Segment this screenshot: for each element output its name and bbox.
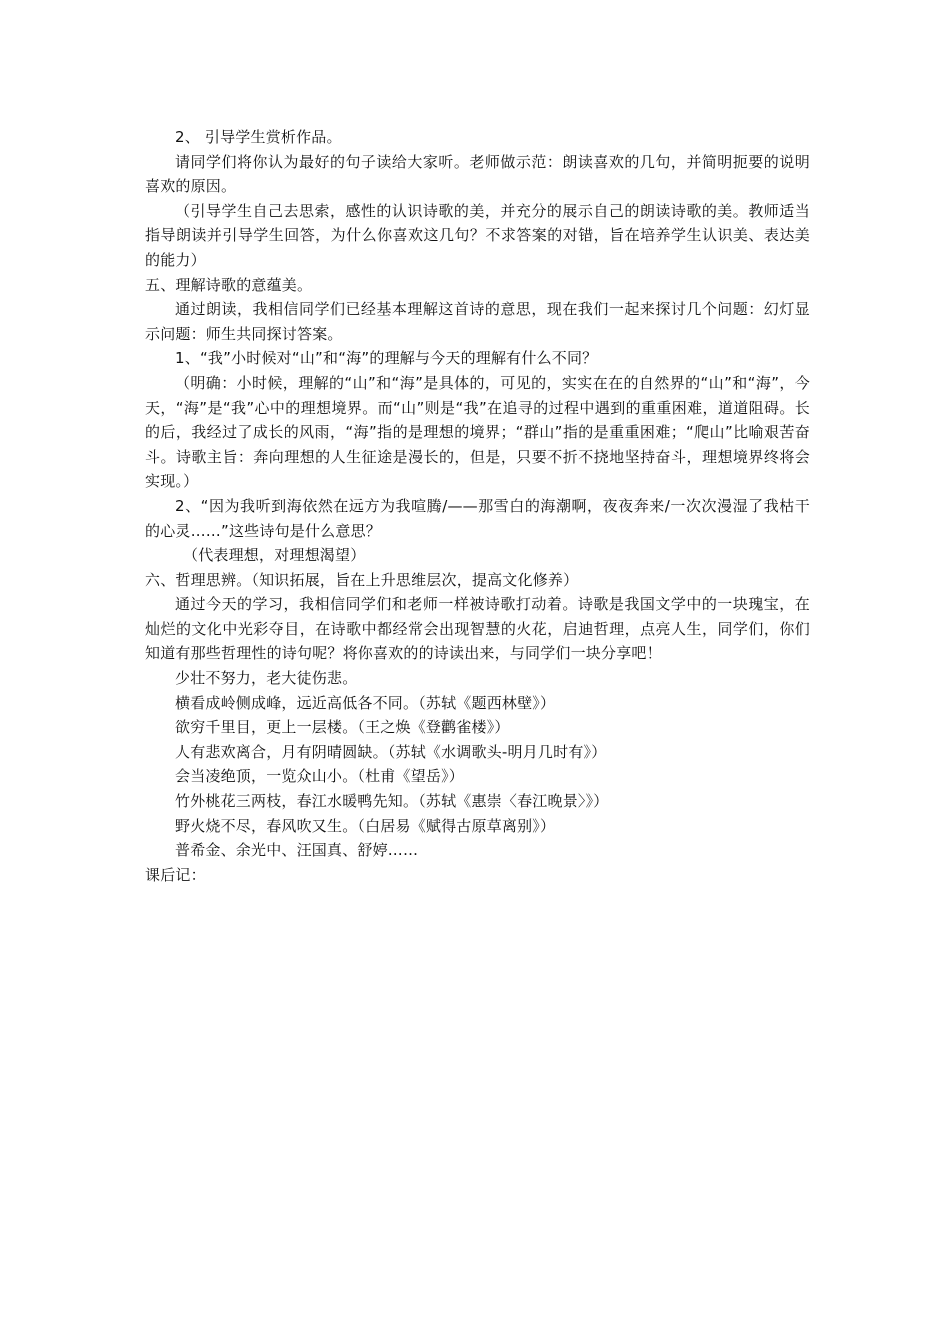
- poem-line: 野火烧不尽，春风吹又生。（白居易《赋得古原草离别》）: [175, 816, 556, 835]
- poem-line: 少壮不努力，老大徒伤悲。: [175, 669, 358, 688]
- paragraph-read-aloud: 请同学们将你认为最好的句子读给大家听。老师做示范：朗读喜欢的几句，并简明扼要的说明喜欢的原因。: [145, 152, 810, 196]
- poem-line: 会当凌绝顶，一览众山小。（杜甫《望岳》）: [175, 767, 465, 786]
- section-heading-five: 五、理解诗歌的意蕴美。: [145, 275, 313, 294]
- after-class-note-label: 课后记：: [145, 865, 206, 884]
- document-body: [145, 125, 810, 887]
- answer-one: （明确：小时候，理解的“山”和“海”是具体的，可见的，实实在在的自然界的“山”和“海”，今天，“海”是“我”心中的理想境界。而“山”则是“我”在追寻的过程中遇到的重重困难，道道阻碍。长的后，我经过了成长的风雨，“海”指的是理想的境界；“群山”指的是重重困难；“爬山”比喻艰苦奋斗。诗歌主旨：奔向理想的人生征途是漫长的，但是，只要不折不挠地坚持奋斗，理想境界终将会实现。）: [145, 373, 810, 491]
- section-heading-six: 六、哲理思辨。（知识拓展，旨在上升思维层次，提高文化修养）: [145, 570, 579, 589]
- paragraph-guide-note: （引导学生自己去思索，感性的认识诗歌的美，并充分的展示自己的朗读诗歌的美。教师适当指导朗读并引导学生回答，为什么你喜欢这几句？不求答案的对错，旨在培养学生认识美、表达美的能力）: [145, 201, 810, 269]
- paragraph-philosophy-intro: 通过今天的学习，我相信同学们和老师一样被诗歌打动着。诗歌是我国文学中的一块瑰宝，在灿烂的文化中光彩夺目，在诗歌中都经常会出现智慧的火花，启迪哲理，点亮人生，同学们，你们知道有那些哲理性的诗句呢？将你喜欢的的诗读出来，与同学们一块分享吧！: [145, 595, 810, 663]
- paragraph-guide-appreciation: 2、 引导学生赏析作品。: [175, 128, 342, 146]
- poem-line: 竹外桃花三两枝，春江水暖鸭先知。（苏轼《惠崇〈春江晚景〉》）: [175, 792, 609, 811]
- answer-two: （代表理想，对理想渴望）: [183, 546, 366, 565]
- paragraph-discussion-intro: 通过朗读，我相信同学们已经基本理解这首诗的意思，现在我们一起来探讨几个问题：幻灯显示问题：师生共同探讨答案。: [145, 300, 810, 343]
- poem-line: 横看成岭侧成峰，远近高低各不同。（苏轼《题西林壁》）: [175, 693, 556, 712]
- poem-line: 人有悲欢离合，月有阴晴圆缺。（苏轼《水调歌头-明月几时有》）: [175, 742, 607, 761]
- poem-line: 欲穷千里目，更上一层楼。（王之焕《登鹳雀楼》）: [175, 718, 510, 737]
- question-one: 1、“我”小时候对“山”和“海”的理解与今天的理解有什么不同？: [175, 349, 598, 368]
- poet-list: 普希金、余光中、汪国真、舒婷……: [175, 841, 419, 860]
- question-two: 2、“因为我听到海依然在远方为我喧腾/——那雪白的海潮啊，夜夜奔来/一次次漫湿了我枯干的心灵……”这些诗句是什么意思？: [145, 496, 810, 540]
